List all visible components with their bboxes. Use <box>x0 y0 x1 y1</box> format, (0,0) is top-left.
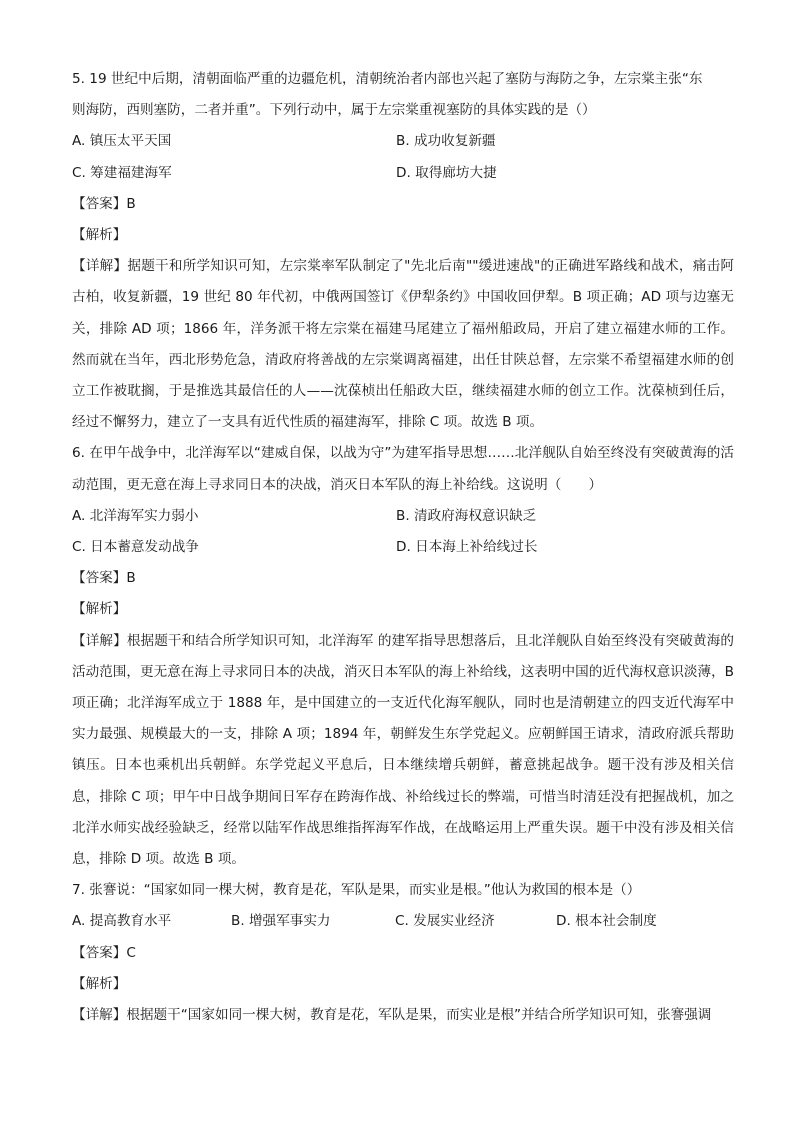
question-7-stem: 7. 张謇说：“国家如同一棵大树，教育是花，军队是果，而实业是根。”他认为救国的根本是（） <box>72 882 641 899</box>
question-6-option-c: C. 日本蓄意发动战争 <box>72 539 199 556</box>
question-6-stem: 6. 在甲午战争中，北洋海军以“建威自保，以战为守”为建军指导思想……北洋舰队自始至终没有突破黄海的活动范围，更无意在海上寻求同日本的决战，消灭日本军队的海上补给线。这说明（ ） <box>72 445 734 493</box>
question-5 <box>72 64 734 438</box>
question-7-answer: 【答案】C <box>72 944 136 961</box>
question-6-options-row-1 <box>72 501 734 532</box>
question-7-option-c: C. 发展实业经济 <box>395 913 495 930</box>
question-6-detail <box>72 626 734 876</box>
question-7-option-d: D. 根本社会制度 <box>556 913 657 930</box>
question-6-option-d: D. 日本海上补给线过长 <box>396 539 538 556</box>
question-7-options-row <box>72 906 734 937</box>
question-5-detail-text: 据题干和所学知识可知，左宗棠率军队制定了"先北后南""缓进速战"的正确进军路线和战术，痛击阿古柏，收复新疆，19 世纪 80 年代初，中俄两国签订《伊犁条约》中国收回伊犁。B 项正确；AD 项与边塞无关，排除 AD 项；1866 年，洋务派干将左宗棠在福建马尾建立了福州船政局，开启了建立福建水师的工作。然而就在当年，西北形势危急，清政府将善战的左宗棠调离福建，出任甘陕总督，左宗棠不希望福建水师的创立工作被耽搁，于是推选其最信任的人——沈葆桢出任船政大臣，继续福建水师的创立工作。沈葆桢到任后，经过不懈努力，建立了一支具有近代性质的福建海军，排除 C 项。故选 B 项。 <box>72 258 735 431</box>
question-6-detail-label: 【详解】 <box>72 632 127 649</box>
question-6-detail-text: 根据题干和结合所学知识可知，北洋海军 的建军指导思想落后，且北洋舰队自始至终没有突破黄海的活动范围，更无意在海上寻求同日本的决战，消灭日本军队的海上补给线，这表明中国的近代海权意识淡薄，B 项正确；北洋海军成立于 1888 年，是中国建立的一支近代化海军舰队，同时也是清朝建立的四支近代海军中实力最强、规模最大的一支，排除 A 项；1894 年，朝鲜发生东学党起义。应朝鲜国王请求，清政府派兵帮助镇压。日本也乘机出兵朝鲜。东学党起义平息后，日本继续增兵朝鲜，蓄意挑起战争。题干没有涉及相关信息，排除 C 项；甲午中日战争期间日军存在跨海作战、补给线过长的弊端，可惜当时清廷没有把握战机，加之北洋水师实战经验缺乏，经常以陆军作战思维指挥海军作战，在战略运用上严重失误。题干中没有涉及相关信息，排除 D 项。故选 B 项。 <box>72 632 734 868</box>
question-5-option-c: C. 筹建福建海军 <box>72 164 172 181</box>
question-5-options-row-2 <box>72 158 734 189</box>
question-6-option-a: A. 北洋海军实力弱小 <box>72 507 199 524</box>
question-7 <box>72 875 734 1031</box>
question-6 <box>72 438 734 875</box>
question-6-answer: 【答案】B <box>72 570 136 587</box>
question-7-option-b: B. 增强军事实力 <box>231 913 331 930</box>
question-5-stem-line-1: 5. 19 世纪中后期，清朝面临严重的边疆危机，清朝统治者内部也兴起了塞防与海防之争，左宗棠主张“东 <box>72 71 703 87</box>
question-6-analysis-label: 【解析】 <box>72 601 127 618</box>
question-5-detail-label: 【详解】 <box>72 258 128 275</box>
question-5-option-b: B. 成功收复新疆 <box>396 133 496 150</box>
question-5-option-d: D. 取得廊坊大捷 <box>396 164 497 181</box>
question-7-option-a: A. 提高教育水平 <box>72 913 172 930</box>
question-6-options-row-2 <box>72 532 734 563</box>
question-5-options-row-1 <box>72 126 734 157</box>
question-5-answer: 【答案】B <box>72 195 136 212</box>
question-6-option-b: B. 清政府海权意识缺乏 <box>396 507 537 524</box>
question-5-option-a: A. 镇压太平天国 <box>72 133 172 150</box>
question-5-detail <box>72 251 734 438</box>
question-5-analysis-label: 【解析】 <box>72 227 127 244</box>
question-7-detail-text: 根据题干“国家如同一棵大树，教育是花，军队是果，而实业是根”并结合所学知识可知，张謇强调 <box>126 1007 712 1024</box>
question-5-stem-line-2: 则海防，西则塞防，二者并重”。下列行动中，属于左宗棠重视塞防的具体实践的是（） <box>72 102 596 119</box>
question-7-analysis-label: 【解析】 <box>72 975 127 992</box>
question-7-detail-label: 【详解】 <box>72 1007 127 1024</box>
question-7-detail <box>72 1000 734 1031</box>
